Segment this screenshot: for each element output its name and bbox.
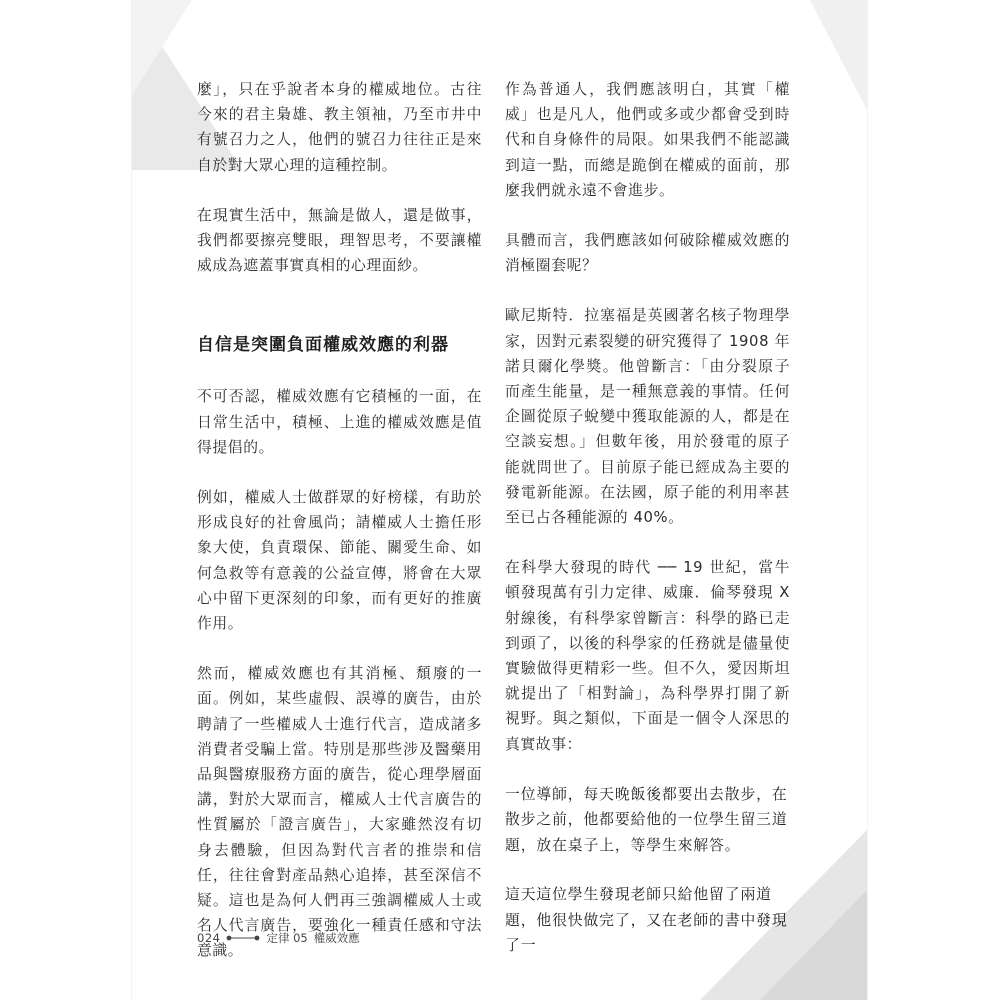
section-heading: 自信是突圍負面權威效應的利器 [197,335,449,356]
paragraph: 麼」，只在乎說者本身的權威地位。古往今來的君主梟雄、教主領袖，乃至市井中有號召力之人，他們的號召力往往正是來自於對大眾心理的這種控制。 [197,81,482,174]
page-footer [197,930,360,946]
paragraph: 具體而言，我們應該如何破除權威效應的消極圈套呢？ [505,232,790,275]
paragraph: 不可否認，權威效應有它積極的一面，在日常生活中，積極、上進的權威效應是值得提倡的。 [197,388,482,456]
paragraph: 在現實生活中，無論是做人，還是做事，我們都要擦亮雙眼，理智思考，不要讓權威成為遮蓋事實真相的心理面紗。 [197,206,482,275]
decorative-triangle-top-right [780,0,867,110]
page-number: 024 [197,931,221,945]
paragraph: 例如，權威人士做群眾的好榜樣，有助於形成良好的社會風尚；請權威人士擔任形象大使，負責環保、節能、關愛生命、如何急救等有意義的公益宣傳，將會在大眾心中留下更深刻的印象，而有更好的推廣作用。 [197,489,482,633]
left-column [197,77,482,989]
paragraph: 然而，權威效應也有其消極、頹廢的一面。例如，某些虛假、誤導的廣告，由於聘請了一些權威人士進行代言，造成諸多消費者受騙上當。特別是那些涉及醫藥用品與醫療服務方面的廣告，從心理學層面講，對於大眾而言，權威人士代言廣告的性質屬於「證言廣告」，大家雖然沒有切身去體驗，但因為對代言者的推崇和信任，往往會對產品熱心追捧，甚至深信不疑。這也是為何人們再三強調權威人士或名人代言廣告，要強化一種責任感和守法意識。 [197,665,482,960]
paragraph: 歐尼斯特．拉塞福是英國著名核子物理學家，因對元素裂變的研究獲得了 1908 年諾貝爾化學獎。他曾斷言：「由分裂原子而產生能量，是一種無意義的事情。任何企圖從原子蛻變中獲取能源的人，都是在空談妄想。」但數年後，用於發電的原子能就問世了。目前原子能已經成為主要的發電新能源。在法國，原子能的利用率甚至已占各種能源的 40%。 [505,307,790,527]
right-column [505,77,790,983]
chapter-label: 定律 05 [266,931,308,945]
paragraph: 作為普通人，我們應該明白，其實「權威」也是凡人，他們或多或少都會受到時代和自身條件的局限。如果我們不能認識到這一點，而總是跪倒在權威的面前，那麼我們就永遠不會進步。 [505,81,790,199]
story-paragraph: 一位導師，每天晚飯後都要出去散步，在散步之前，他都要給他的一位學生留三道題，放在桌子上，等學生來解答。 [505,785,788,854]
paragraph: 在科學大發現的時代 ── 19 世紀，當牛頓發現萬有引力定律、威廉．倫琴發現 X 射線後，有科學家曾斷言：科學的路已走到頭了，以後的科學家的任務就是儘量使實驗做得更精彩一些。但不久，愛因斯坦就提出了「相對論」，為科學界打開了新視野。與之類似，下面是一個令人深思的真實故事： [505,559,790,753]
story-paragraph: 這天這位學生發現老師只給他留了兩道題，他很快做完了，又在老師的書中發現了一 [505,886,788,955]
footer-dot-line-icon [226,933,260,943]
chapter-title: 權威效應 [313,931,360,945]
